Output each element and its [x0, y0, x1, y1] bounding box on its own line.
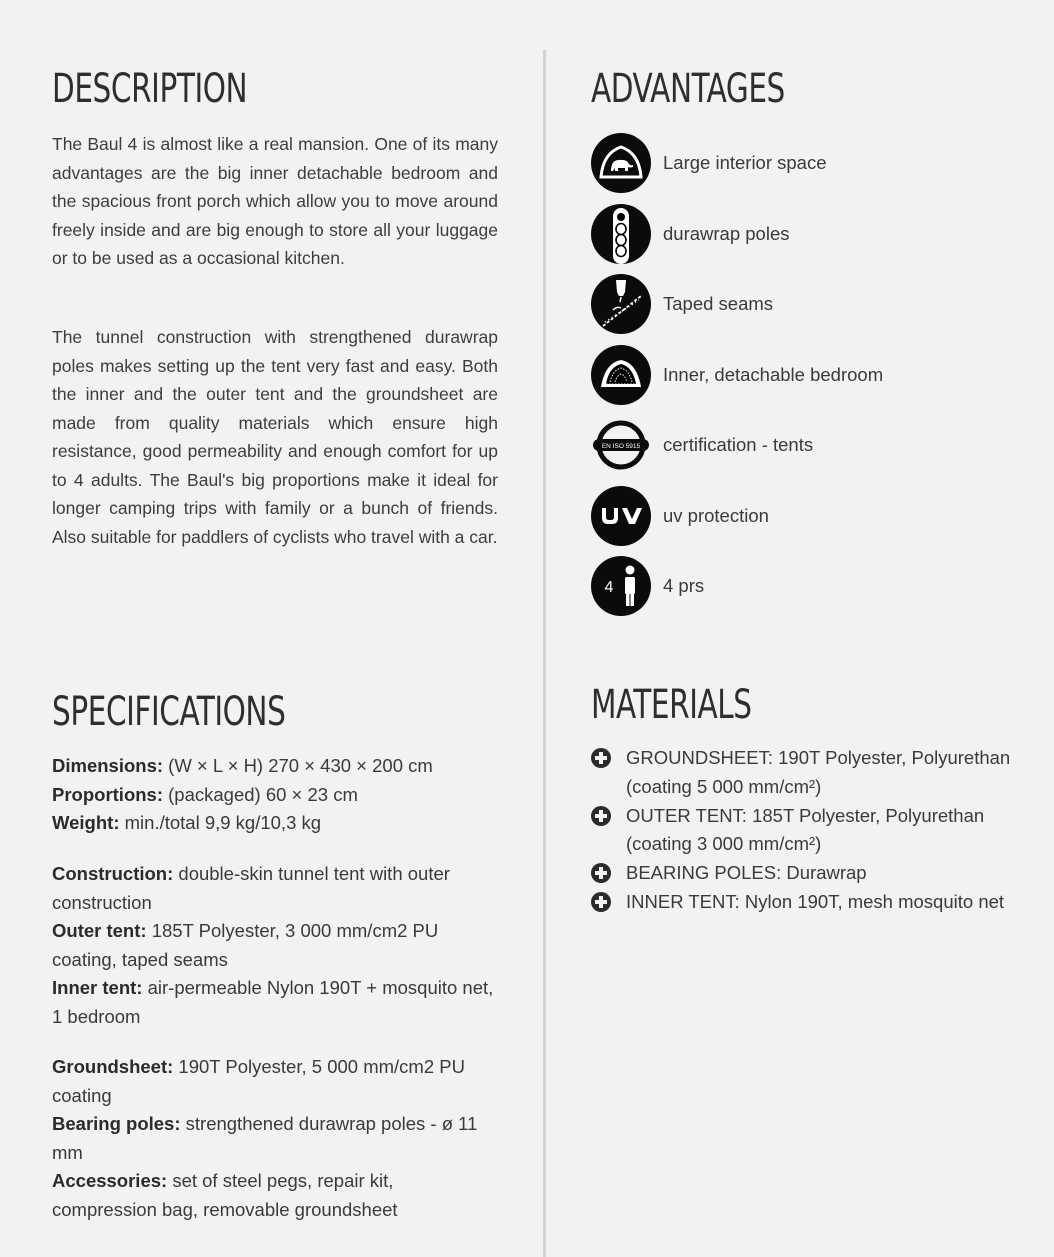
uv-protection-icon — [591, 486, 651, 546]
spec-row — [52, 917, 498, 974]
advantage-label: Inner, detachable bedroom — [663, 363, 884, 385]
spec-value: min./total 9,9 kg/10,3 kg — [124, 812, 322, 834]
advantage-label: durawrap poles — [663, 222, 790, 244]
advantage-item — [591, 128, 883, 199]
spec-value: (packaged) 60 × 23 cm — [168, 783, 358, 805]
spec-value: strengthened durawrap poles - ø 11 mm — [52, 1113, 478, 1163]
material-item — [591, 802, 1026, 859]
spec-row — [52, 752, 498, 781]
column-divider — [543, 50, 546, 1257]
certification-icon — [591, 415, 651, 475]
material-item — [591, 888, 1026, 917]
durawrap-pole-icon — [591, 204, 651, 264]
spec-label: Accessories: — [52, 1170, 168, 1192]
spec-label: Weight: — [52, 812, 120, 834]
spec-row — [52, 974, 498, 1031]
advantage-label: certification - tents — [663, 434, 814, 456]
persons-count-text: 4 — [604, 579, 614, 597]
material-text: INNER TENT: Nylon 190T, mesh mosquito net — [626, 891, 1005, 913]
inner-bedroom-icon — [591, 345, 651, 405]
spec-label: Proportions: — [52, 783, 163, 805]
advantage-label: Large interior space — [663, 152, 827, 174]
material-item — [591, 744, 1026, 801]
spec-value: 185T Polyester, 3 000 mm/cm2 PU coating, taped seams — [52, 920, 439, 970]
plus-circle-icon — [591, 892, 611, 912]
materials-title: MATERIALS — [591, 682, 752, 728]
spec-label: Dimensions: — [52, 755, 164, 776]
description-paragraph: The Baul 4 is almost like a real mansion. One of its many advantages are the big inner detachable bedroom and the spacious front porch which allow you to move around freely inside and are big enough to store all your luggage or to be used as a occasional kitchen. — [52, 134, 498, 268]
advantage-item — [591, 551, 883, 622]
spec-row — [52, 1110, 498, 1167]
spec-label: Construction: — [52, 863, 174, 884]
advantage-item — [591, 269, 883, 340]
material-text: BEARING POLES: Durawrap — [626, 862, 867, 884]
description-paragraph: The tunnel construction with strengthened durawrap poles makes setting up the tent very fast and easy. Both the inner and the outer tent and the groundsheet are made from quality materials which ensure high resistance, good permeability and enough comfort for up to 4 adults. The Baul's big proportions make it ideal for longer camping trips with family or a bunch of friends. Also suitable for paddlers of cyclists who travel with a car. — [52, 327, 498, 547]
description-title: DESCRIPTION — [52, 66, 248, 112]
taped-seams-icon — [591, 274, 651, 334]
spec-value: 190T Polyester, 5 000 mm/cm2 PU coating — [52, 1056, 465, 1106]
advantages-list — [591, 128, 883, 622]
spec-value: (W × L × H) 270 × 430 × 200 cm — [168, 755, 433, 776]
advantages-title: ADVANTAGES — [591, 66, 785, 112]
spec-label: Groundsheet: — [52, 1056, 174, 1077]
advantage-item — [591, 340, 883, 411]
specifications-title: SPECIFICATIONS — [52, 689, 286, 735]
advantage-item — [591, 410, 883, 481]
advantage-label: Taped seams — [663, 293, 774, 315]
certification-badge-text: EN ISO 5915 — [601, 443, 641, 451]
spec-label: Inner tent: — [52, 977, 143, 999]
spec-value: double-skin tunnel tent with outer construction — [52, 863, 450, 913]
plus-circle-icon — [591, 748, 611, 768]
spec-value: set of steel pegs, repair kit, compression bag, removable groundsheet — [52, 1170, 398, 1220]
advantage-label: 4 prs — [663, 575, 705, 597]
spec-label: Outer tent: — [52, 920, 147, 942]
spec-row — [52, 860, 498, 917]
spec-row — [52, 809, 498, 838]
material-item — [591, 859, 1026, 888]
plus-circle-icon — [591, 806, 611, 826]
advantage-label: uv protection — [663, 504, 769, 526]
persons-icon — [591, 556, 651, 616]
spec-group — [52, 860, 498, 1032]
advantage-item — [591, 481, 883, 552]
spec-row — [52, 781, 498, 810]
spec-group — [52, 1053, 498, 1225]
material-text: GROUNDSHEET: 190T Polyester, Polyurethan (coating 5 000 mm/cm²) — [626, 747, 1011, 797]
spec-value: air-permeable Nylon 190T + mosquito net, 1 bedroom — [52, 977, 494, 1027]
spec-row — [52, 1167, 498, 1224]
spec-label: Bearing poles: — [52, 1113, 181, 1135]
advantage-item — [591, 199, 883, 270]
spec-row — [52, 1053, 498, 1110]
tent-elephant-icon — [591, 133, 651, 193]
plus-circle-icon — [591, 863, 611, 883]
spec-group — [52, 752, 498, 838]
materials-list — [591, 744, 1026, 917]
material-text: OUTER TENT: 185T Polyester, Polyurethan (coating 3 000 mm/cm²) — [626, 804, 985, 855]
